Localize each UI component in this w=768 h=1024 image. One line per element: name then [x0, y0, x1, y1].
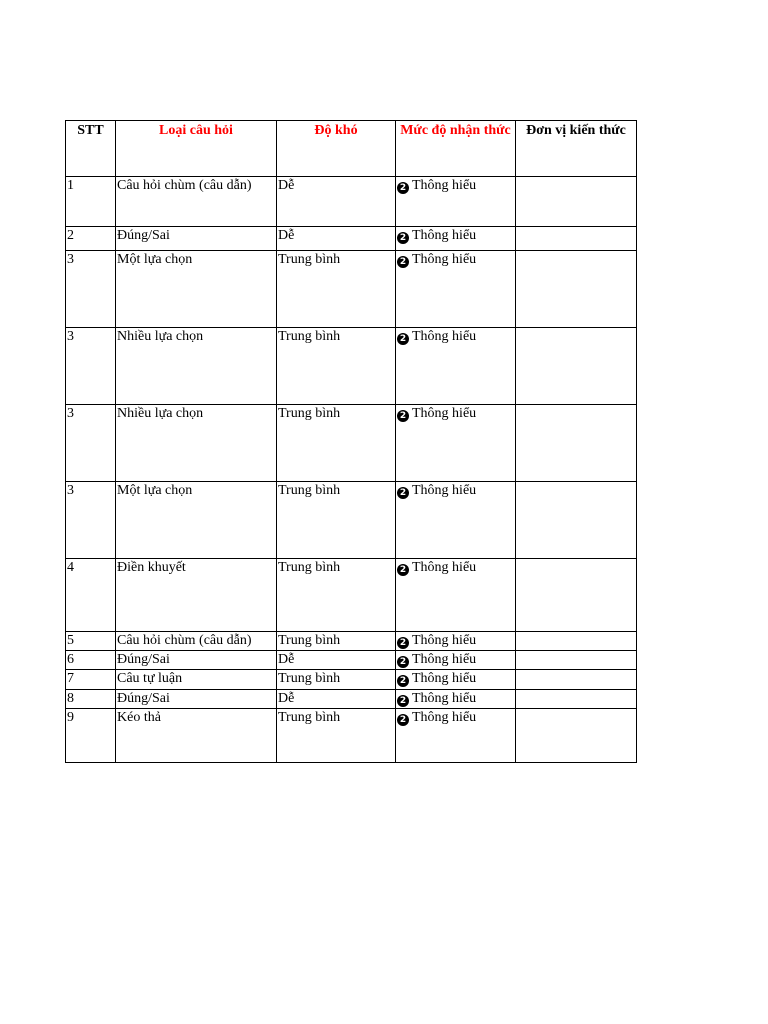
level-number-badge-icon: 2	[397, 695, 409, 707]
cell-stt: 3	[66, 405, 116, 482]
cell-knowledge-unit	[516, 670, 637, 690]
cell-question-type: Nhiều lựa chọn	[116, 405, 277, 482]
level-number-badge-icon: 2	[397, 182, 409, 194]
level-label: Thông hiểu	[412, 406, 477, 421]
cell-cognitive-level	[396, 632, 516, 651]
cell-difficulty: Trung bình	[277, 670, 396, 690]
cell-cognitive-level	[396, 709, 516, 763]
question-table	[65, 120, 637, 763]
cell-knowledge-unit	[516, 709, 637, 763]
level-number-badge-icon: 2	[397, 333, 409, 345]
cell-cognitive-level	[396, 251, 516, 328]
table-row	[66, 632, 637, 651]
cell-difficulty: Dễ	[277, 177, 396, 227]
level-number-badge-icon: 2	[397, 564, 409, 576]
level-number-badge-icon: 2	[397, 487, 409, 499]
cell-difficulty: Trung bình	[277, 251, 396, 328]
cell-knowledge-unit	[516, 405, 637, 482]
cell-knowledge-unit	[516, 251, 637, 328]
level-number-badge-icon: 2	[397, 675, 409, 687]
header-stt: STT	[66, 121, 116, 177]
table-body	[66, 177, 637, 763]
cell-question-type: Kéo thả	[116, 709, 277, 763]
table-row	[66, 482, 637, 559]
cell-question-type: Đúng/Sai	[116, 651, 277, 670]
cell-difficulty: Trung bình	[277, 559, 396, 632]
table-row	[66, 670, 637, 690]
cell-stt: 3	[66, 482, 116, 559]
cell-difficulty: Trung bình	[277, 632, 396, 651]
cell-cognitive-level	[396, 690, 516, 709]
cell-stt: 3	[66, 251, 116, 328]
cell-knowledge-unit	[516, 559, 637, 632]
cell-stt: 3	[66, 328, 116, 405]
cell-knowledge-unit	[516, 632, 637, 651]
cell-difficulty: Trung bình	[277, 709, 396, 763]
level-number-badge-icon: 2	[397, 232, 409, 244]
cell-cognitive-level	[396, 559, 516, 632]
table-row	[66, 227, 637, 251]
level-label: Thông hiểu	[412, 252, 477, 267]
level-label: Thông hiểu	[412, 178, 477, 193]
header-difficulty: Độ khó	[277, 121, 396, 177]
cell-cognitive-level	[396, 328, 516, 405]
level-label: Thông hiểu	[412, 652, 477, 667]
level-number-badge-icon: 2	[397, 637, 409, 649]
cell-stt: 2	[66, 227, 116, 251]
level-label: Thông hiểu	[412, 483, 477, 498]
cell-cognitive-level	[396, 177, 516, 227]
level-label: Thông hiểu	[412, 710, 477, 725]
table-row	[66, 251, 637, 328]
cell-knowledge-unit	[516, 651, 637, 670]
level-number-badge-icon: 2	[397, 410, 409, 422]
cell-cognitive-level	[396, 405, 516, 482]
cell-question-type: Điền khuyết	[116, 559, 277, 632]
cell-knowledge-unit	[516, 482, 637, 559]
level-label: Thông hiểu	[412, 691, 477, 706]
level-label: Thông hiểu	[412, 633, 477, 648]
cell-stt: 7	[66, 670, 116, 690]
table-row	[66, 559, 637, 632]
cell-knowledge-unit	[516, 177, 637, 227]
cell-cognitive-level	[396, 482, 516, 559]
cell-cognitive-level	[396, 670, 516, 690]
table-row	[66, 328, 637, 405]
cell-stt: 6	[66, 651, 116, 670]
cell-question-type: Đúng/Sai	[116, 690, 277, 709]
level-label: Thông hiểu	[412, 329, 477, 344]
table-row	[66, 177, 637, 227]
table-row	[66, 690, 637, 709]
level-label: Thông hiểu	[412, 560, 477, 575]
cell-stt: 8	[66, 690, 116, 709]
cell-knowledge-unit	[516, 328, 637, 405]
header-row	[66, 121, 637, 177]
cell-difficulty: Trung bình	[277, 482, 396, 559]
cell-stt: 5	[66, 632, 116, 651]
level-number-badge-icon: 2	[397, 714, 409, 726]
table-row	[66, 405, 637, 482]
cell-difficulty: Dễ	[277, 651, 396, 670]
table-header	[66, 121, 637, 177]
cell-difficulty: Trung bình	[277, 328, 396, 405]
level-label: Thông hiểu	[412, 671, 477, 686]
table-row	[66, 651, 637, 670]
cell-stt: 9	[66, 709, 116, 763]
cell-question-type: Nhiều lựa chọn	[116, 328, 277, 405]
cell-cognitive-level	[396, 227, 516, 251]
level-number-badge-icon: 2	[397, 256, 409, 268]
level-number-badge-icon: 2	[397, 656, 409, 668]
cell-knowledge-unit	[516, 690, 637, 709]
cell-question-type: Đúng/Sai	[116, 227, 277, 251]
cell-question-type: Câu tự luận	[116, 670, 277, 690]
cell-stt: 4	[66, 559, 116, 632]
header-knowledge-unit: Đơn vị kiến thức	[516, 121, 637, 177]
cell-question-type: Câu hỏi chùm (câu dẫn)	[116, 632, 277, 651]
cell-question-type: Một lựa chọn	[116, 251, 277, 328]
cell-difficulty: Dễ	[277, 227, 396, 251]
cell-difficulty: Trung bình	[277, 405, 396, 482]
cell-question-type: Một lựa chọn	[116, 482, 277, 559]
level-label: Thông hiểu	[412, 228, 477, 243]
table-row	[66, 709, 637, 763]
cell-difficulty: Dễ	[277, 690, 396, 709]
cell-knowledge-unit	[516, 227, 637, 251]
cell-cognitive-level	[396, 651, 516, 670]
header-question-type: Loại câu hỏi	[116, 121, 277, 177]
header-cognitive-level: Mức độ nhận thức	[396, 121, 516, 177]
cell-stt: 1	[66, 177, 116, 227]
cell-question-type: Câu hỏi chùm (câu dẫn)	[116, 177, 277, 227]
